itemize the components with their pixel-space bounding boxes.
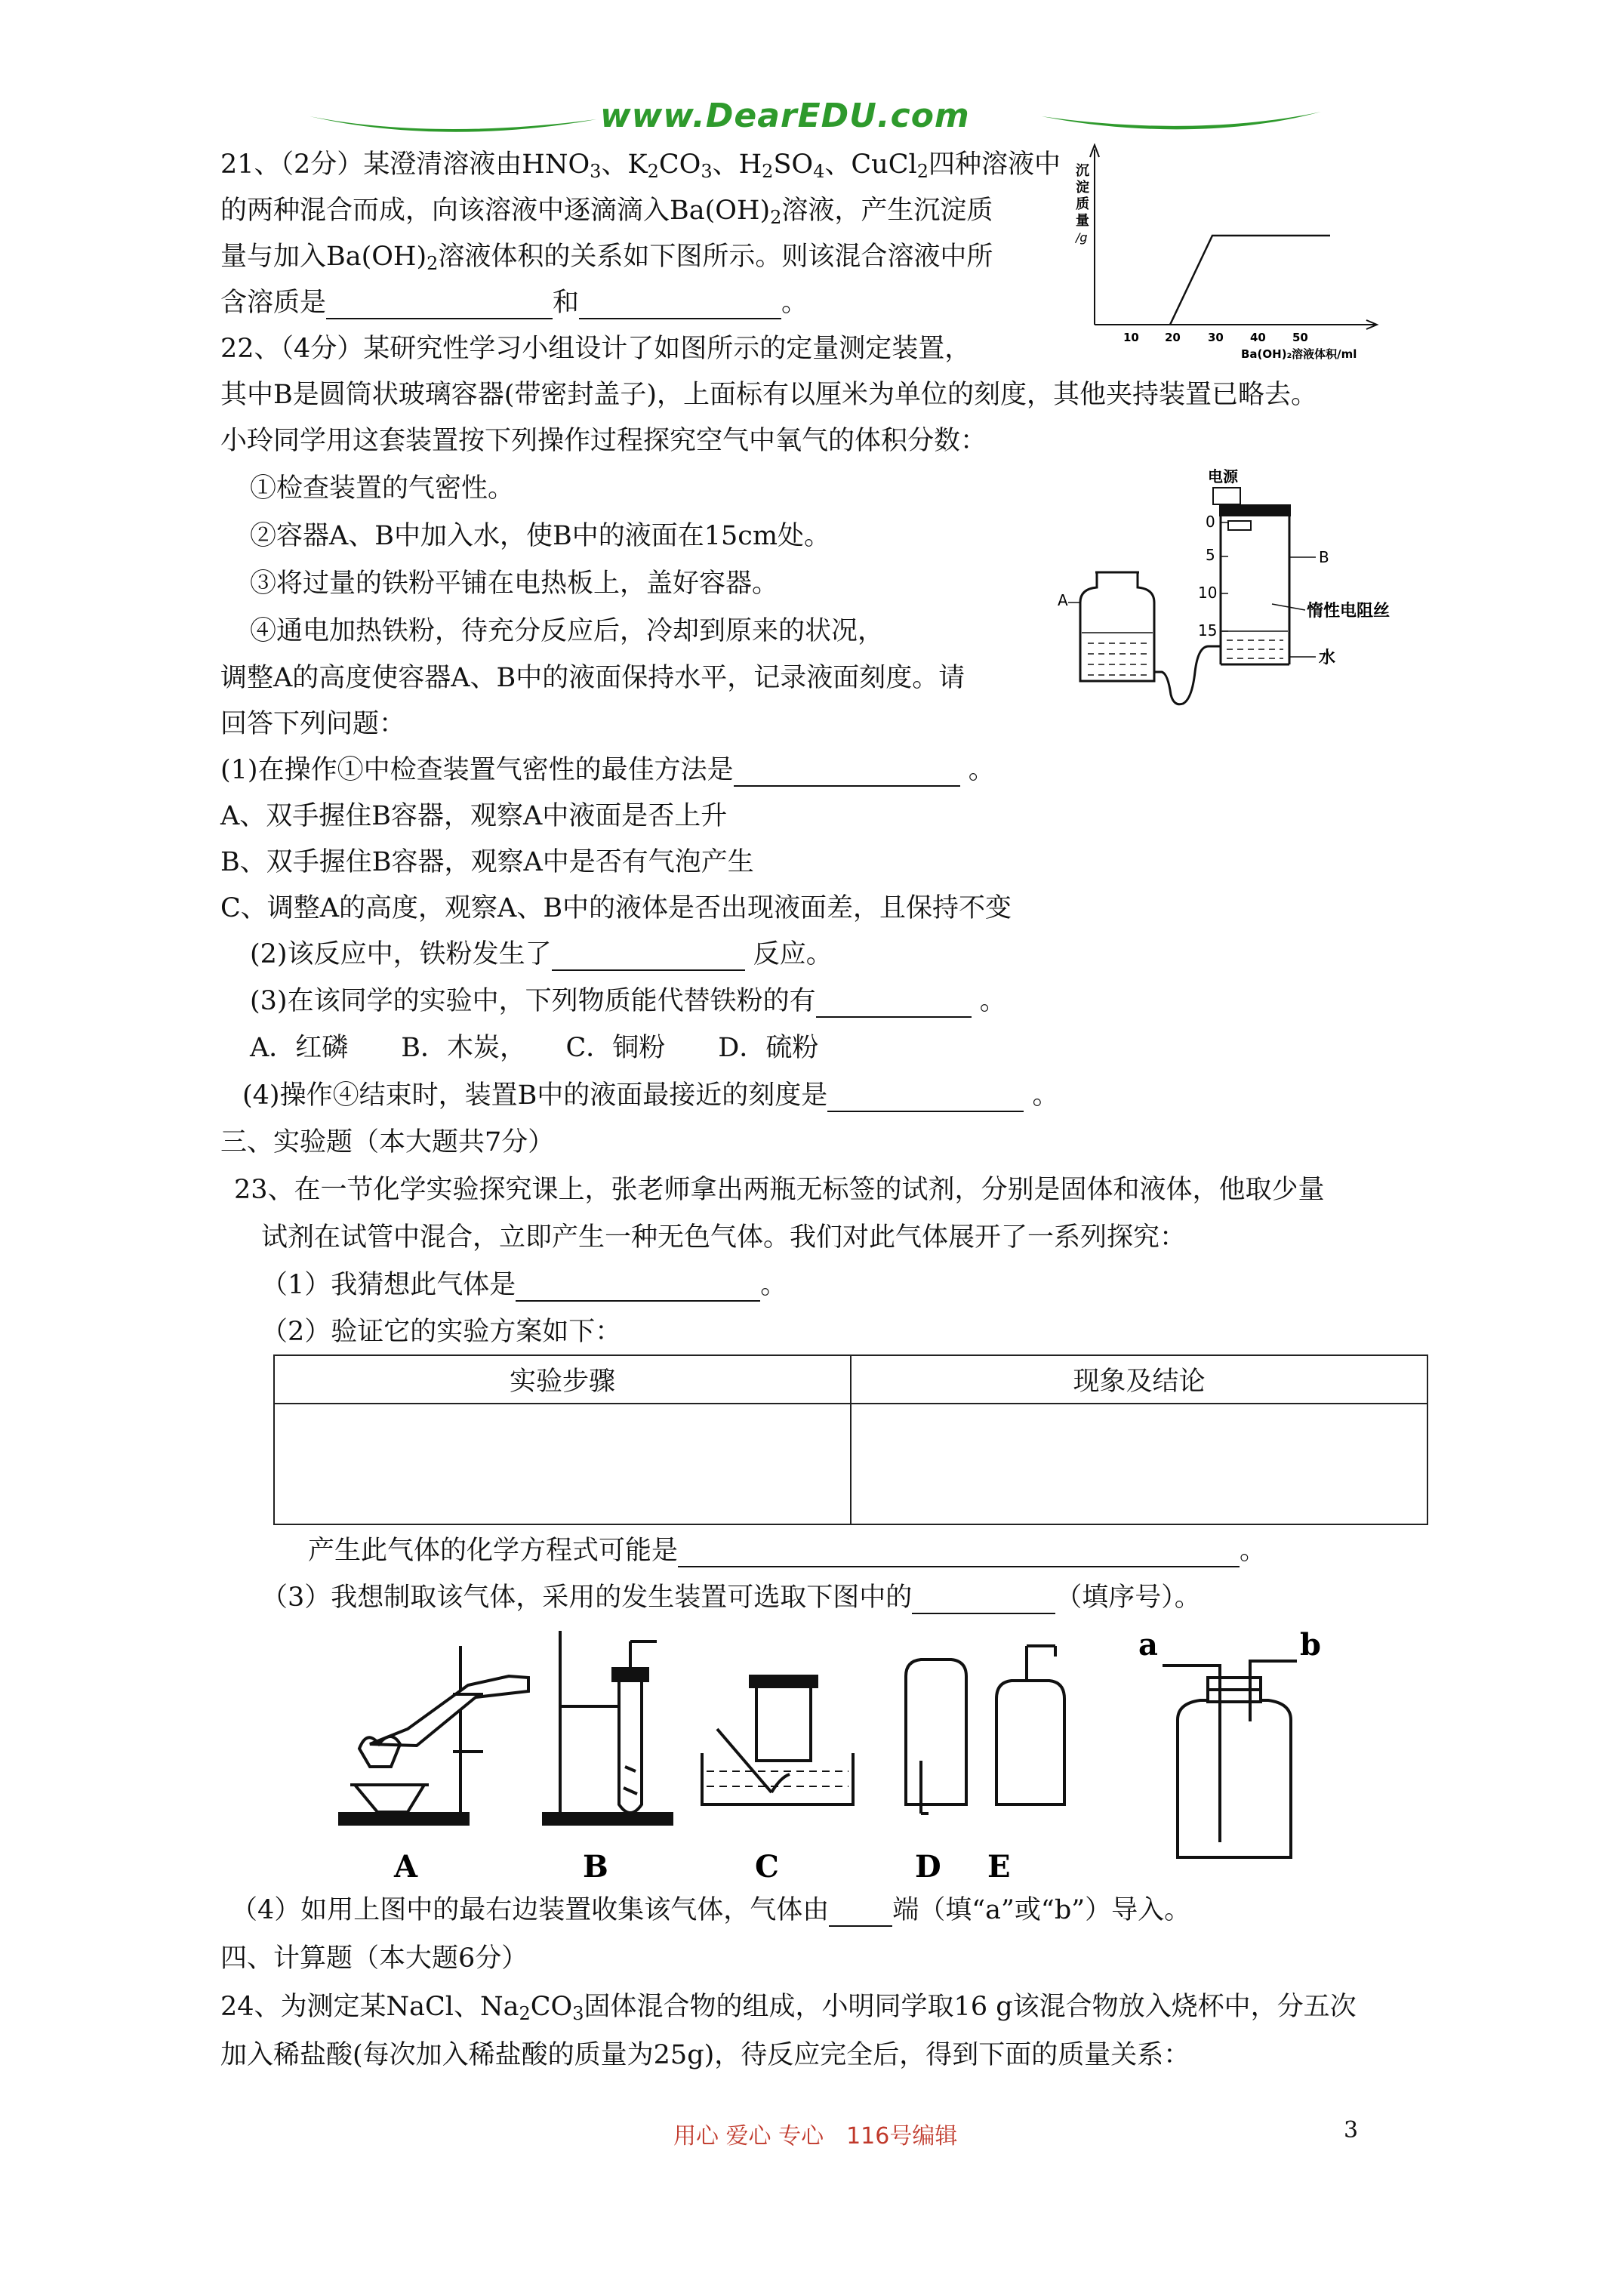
section4-title: 四、计算题（本大题6分）	[220, 1943, 528, 1974]
svg-text:30: 30	[1208, 331, 1224, 344]
q23-sub2: （2）验证它的实验方案如下：	[261, 1317, 622, 1347]
label-a: A	[1058, 591, 1068, 609]
svg-text:量: 量	[1076, 213, 1089, 229]
q23-sub4: （4）如用上图中的最右边装置收集该气体，气体由 端（填“a”或“b”）导入。	[231, 1895, 1191, 1925]
oxygen-measurement-apparatus	[1053, 468, 1446, 710]
header-site: www.DearEDU.com	[600, 97, 970, 135]
svg-text:沉: 沉	[1076, 163, 1089, 179]
q22-line1: 22、（4分）某研究性学习小组设计了如图所示的定量测定装置，	[220, 334, 972, 364]
q22-sub4-blank[interactable]	[827, 1085, 1024, 1112]
svg-text:5: 5	[1206, 546, 1215, 564]
q22-option-a: A、双手握住B容器，观察A中液面是否上升	[220, 801, 728, 831]
power-label: 电源	[1208, 468, 1238, 485]
q22-sub1-blank[interactable]	[734, 760, 960, 787]
label-wire: 惰性电阻丝	[1307, 602, 1390, 621]
heating-plate	[1228, 521, 1251, 530]
caption-d: D	[915, 1849, 941, 1885]
section3-title: 三、实验题（本大题共7分）	[220, 1127, 555, 1157]
bottle-label-b: b	[1300, 1627, 1321, 1663]
q22-option-c: C、调整A的高度，观察A、B中的液体是否出现液面差，且保持不变	[220, 893, 1012, 923]
caption-b: B	[583, 1849, 608, 1885]
apparatus-e	[996, 1646, 1064, 1804]
q22-sub1: (1)在操作①中检查装置气密性的最佳方法是 。	[220, 755, 995, 785]
q22-step1: ①检查装置的气密性。	[250, 473, 515, 504]
q22-sub2: (2)该反应中，铁粉发生了 反应。	[250, 939, 833, 969]
bottle-label-a: a	[1138, 1627, 1158, 1663]
svg-text:10: 10	[1123, 331, 1139, 344]
b-scale	[1198, 513, 1217, 639]
apparatus-figure	[325, 1616, 1397, 1888]
q22-line8: 调整A的高度使容器A、B中的液面保持水平，记录液面刻度。请	[220, 663, 965, 693]
q22-sub4: (4)操作④结束时，装置B中的液面最接近的刻度是 。	[242, 1080, 1059, 1111]
connecting-tube	[1154, 646, 1221, 704]
q23-equation: 产生此气体的化学方程式可能是 。	[308, 1536, 1267, 1566]
apparatus-a	[340, 1646, 528, 1824]
page-number: 3	[1344, 2117, 1359, 2143]
power-box	[1213, 488, 1240, 504]
q23-line1: 23、在一节化学实验探究课上，张老师拿出两瓶无标签的试剂，分别是固体和液体，他取少量	[234, 1175, 1325, 1205]
container-b-lid	[1219, 504, 1291, 516]
q23-line2: 试剂在试管中混合，立即产生一种无色气体。我们对此气体展开了一系列探究：	[261, 1222, 1187, 1253]
table-cell-steps-input[interactable]	[274, 1404, 851, 1524]
label-water: 水	[1319, 649, 1336, 667]
q21-line3: 量与加入$Ba(OH)_2$溶液体积的关系如下图所示。则该混合溶液中所	[220, 242, 993, 274]
graph-curve	[1170, 236, 1330, 325]
apparatus-c	[702, 1676, 853, 1804]
q21-line2: 的两种混合而成，向该溶液中逐滴滴入$Ba(OH)_2$溶液，产生沉淀质	[220, 196, 993, 228]
graph-y-label	[1074, 163, 1089, 245]
svg-text:10: 10	[1198, 584, 1218, 602]
svg-text:0: 0	[1206, 513, 1215, 531]
caption-c: C	[755, 1849, 779, 1885]
caption-a: A	[394, 1849, 418, 1885]
apparatus-b	[544, 1631, 672, 1824]
q22-option-b: B、双手握住B容器，观察A中是否有气泡产生	[220, 847, 754, 877]
q23-sub1-blank[interactable]	[516, 1274, 760, 1302]
q23-sub1: （1）我猜想此气体是 。	[261, 1270, 787, 1300]
q24-line2: 加入稀盐酸(每次加入稀盐酸的质量为25g)，待反应完全后，得到下面的质量关系：	[220, 2040, 1190, 2070]
q24-line1: 24、为测定某NaCl、$Na_2CO_3$固体混合物的组成，小明同学取16 g该混合物放入烧杯中，分五次	[220, 1992, 1357, 2024]
q23-sub4-blank[interactable]	[829, 1900, 892, 1927]
q22-line3: 小玲同学用这套装置按下列操作过程探究空气中氧气的体积分数：	[220, 426, 987, 456]
page-header	[310, 97, 1321, 145]
table-cell-results-input[interactable]	[851, 1404, 1427, 1524]
header-swoosh-left	[310, 109, 596, 139]
graph-x-label: Ba(OH)₂溶液体积/ml	[1241, 347, 1357, 361]
experiment-table	[273, 1354, 1428, 1525]
svg-text:/g: /g	[1076, 230, 1088, 245]
q22-line9: 回答下列问题：	[220, 709, 406, 739]
q23-equation-blank[interactable]	[678, 1540, 1240, 1567]
q22-choices: A．红磷 B．木炭， C．铜粉 D．硫粉	[250, 1033, 819, 1063]
label-b: B	[1319, 548, 1329, 566]
q21-answer-blank-1[interactable]	[326, 292, 553, 319]
graph-x-ticks	[1123, 331, 1308, 344]
water-a	[1082, 633, 1153, 675]
table-header-results: 现象及结论	[851, 1355, 1427, 1404]
q22-line2: 其中B是圆筒状玻璃容器(带密封盖子)，上面标有以厘米为单位的刻度，其他夹持装置已略去。	[220, 380, 1318, 410]
table-header-steps: 实验步骤	[274, 1355, 851, 1404]
svg-text:40: 40	[1250, 331, 1266, 344]
header-swoosh-right	[1042, 106, 1321, 136]
footer-slogan: 用心 爱心 专心 116号编辑	[673, 2123, 958, 2150]
q22-sub3: (3)在该同学的实验中，下列物质能代替铁粉的有 。	[250, 986, 1006, 1016]
q23-sub3: （3）我想制取该气体，采用的发生装置可选取下图中的 （填序号）。	[261, 1583, 1201, 1613]
apparatus-d	[906, 1660, 966, 1814]
q23-sub3-blank[interactable]	[912, 1587, 1055, 1614]
svg-text:50: 50	[1292, 331, 1308, 344]
svg-text:淀: 淀	[1076, 180, 1089, 196]
q22-step3: ③将过量的铁粉平铺在电热板上，盖好容器。	[250, 569, 779, 599]
precipitate-graph	[1064, 143, 1381, 370]
q22-sub2-blank[interactable]	[552, 944, 745, 971]
q21-line1: 21、（2分）某澄清溶液由$HNO_3$、$K_2CO_3$、$H_2SO_4$、CuCl$_2$四种溶液中	[220, 149, 1061, 182]
q22-step4: ④通电加热铁粉，待充分反应后，冷却到原来的状况，	[250, 616, 885, 646]
caption-e: E	[987, 1849, 1011, 1885]
q21-answer-blank-2[interactable]	[579, 292, 781, 319]
q21-line4: 含溶质是 和 。	[220, 288, 808, 318]
svg-text:20: 20	[1165, 331, 1181, 344]
q22-sub3-blank[interactable]	[816, 991, 972, 1018]
water-b	[1222, 631, 1288, 658]
svg-text:15: 15	[1198, 621, 1218, 639]
q22-step2: ②容器A、B中加入水，使B中的液面在15cm处。	[250, 521, 831, 551]
svg-text:质: 质	[1076, 196, 1089, 212]
apparatus-collection-bottle	[1163, 1661, 1297, 1857]
